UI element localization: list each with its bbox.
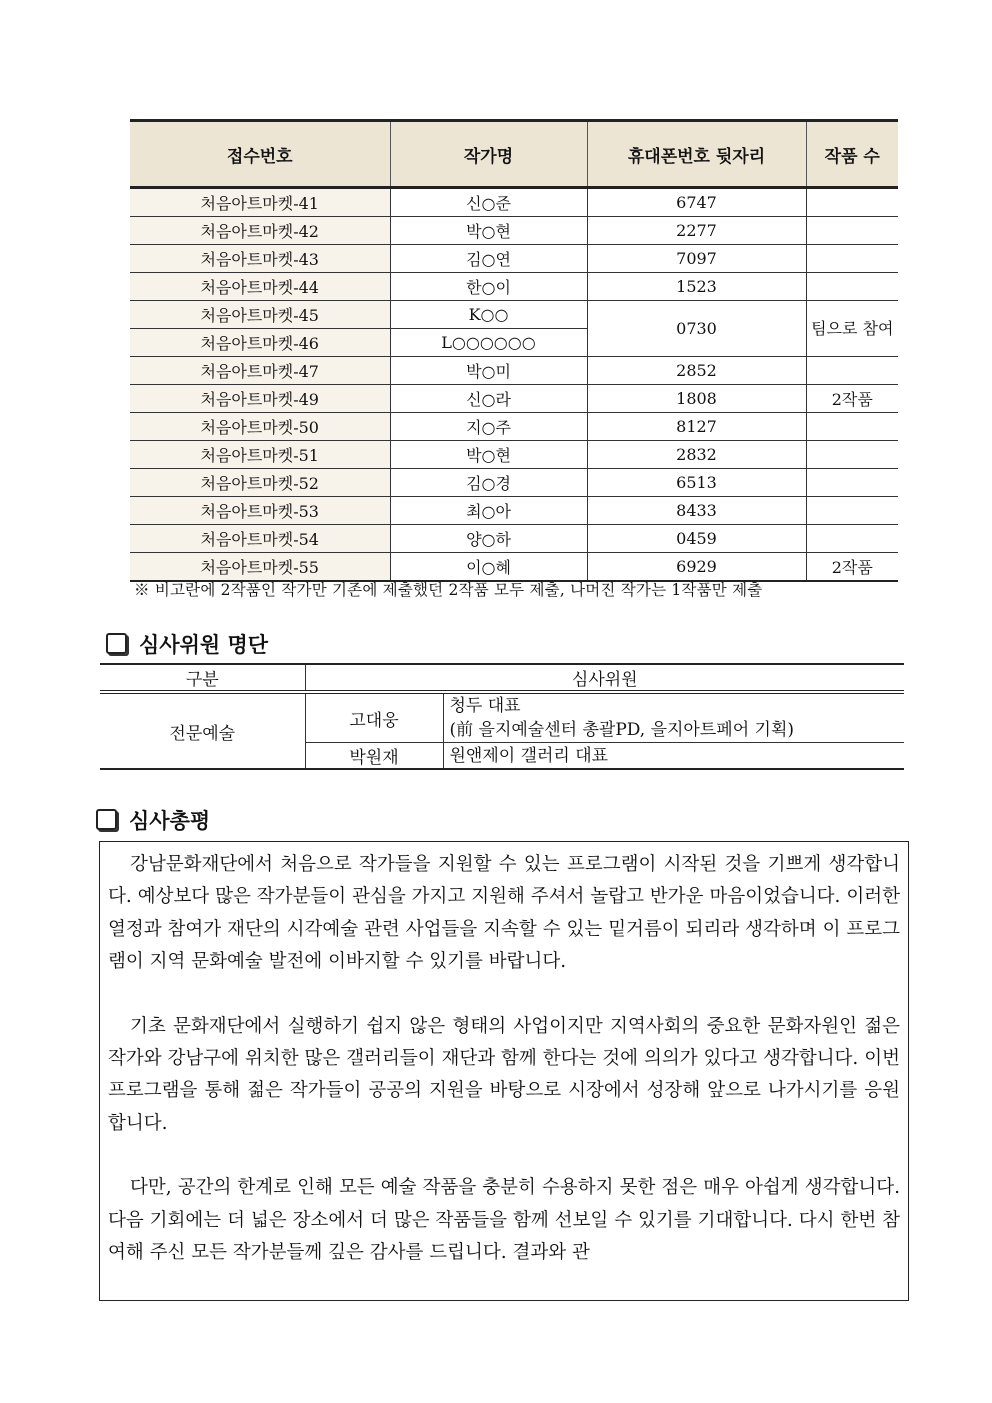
receipt-number: 처음아트마켓-54 xyxy=(130,525,390,553)
work-count xyxy=(806,245,898,273)
artist-name: 최○아 xyxy=(390,497,587,525)
receipt-number: 처음아트마켓-42 xyxy=(130,217,390,245)
receipt-number: 처음아트마켓-55 xyxy=(130,553,390,582)
receipt-number: 처음아트마켓-50 xyxy=(130,413,390,441)
table-header-row xyxy=(130,121,898,188)
artist-name: 박○현 xyxy=(390,441,587,469)
receipt-number: 처음아트마켓-43 xyxy=(130,245,390,273)
work-count xyxy=(806,525,898,553)
review-paragraph: 기초 문화재단에서 실행하기 쉽지 않은 형태의 사업이지만 지역사회의 중요한 문화자원인 젊은 작가와 강남구에 위치한 많은 갤러리들이 재단과 함께 한다는 것에 의의가 있다고 생각합니다. 이번 프로그램을 통해 젊은 작가들이 공공의 지원을 바탕으로 시장에서 성장해 앞으로 나가시기를 응원합니다. xyxy=(108,1015,900,1134)
receipt-number: 처음아트마켓-49 xyxy=(130,385,390,413)
artist-name: 김○연 xyxy=(390,245,587,273)
judge-description-line: (前 을지예술센터 총괄PD, 을지아트페어 기획) xyxy=(449,720,794,740)
header-phone-last-digits: 휴대폰번호 뒷자리 xyxy=(587,121,806,188)
table-row xyxy=(130,553,898,582)
table-footnote: ※ 비고란에 2작품인 작가만 기존에 제출했던 2작품 모두 제출, 나머진 작가는 1작품만 제출 xyxy=(134,581,763,599)
table-row xyxy=(130,413,898,441)
artist-name: 신○준 xyxy=(390,188,587,217)
phone-digits: 2277 xyxy=(587,217,806,245)
judge-name: 박원재 xyxy=(305,743,443,770)
work-count xyxy=(806,217,898,245)
judge-description xyxy=(443,692,904,743)
applicants-table xyxy=(130,119,898,582)
phone-digits: 2852 xyxy=(587,357,806,385)
artist-name: L○○○○○○ xyxy=(390,329,587,357)
artist-name: 신○라 xyxy=(390,385,587,413)
artist-name: 양○하 xyxy=(390,525,587,553)
judge-category: 전문예술 xyxy=(100,692,305,769)
phone-digits: 1808 xyxy=(587,385,806,413)
header-work-count: 작품 수 xyxy=(806,121,898,188)
table-row xyxy=(130,441,898,469)
checkbox-square-icon xyxy=(96,809,117,830)
receipt-number: 처음아트마켓-53 xyxy=(130,497,390,525)
work-count-team-note: 팀으로 참여 xyxy=(806,301,898,357)
review-section-title: 심사총평 xyxy=(129,808,211,833)
review-paragraph: 강남문화재단에서 처음으로 작가들을 지원할 수 있는 프로그램이 시작된 것을 기쁘게 생각합니다. 예상보다 많은 작가분들이 관심을 가지고 지원해 주셔서 놀랍고 반가운 마음이었습니다. 이러한 열정과 참여가 재단의 시각예술 관련 사업들을 지속할 수 있는 밑거름이 되리라 생각하며 이 프로그램이 지역 문화예술 발전에 이바지할 수 있기를 바랍니다. xyxy=(108,854,900,973)
header-category: 구분 xyxy=(100,664,305,692)
work-count: 2작품 xyxy=(806,553,898,582)
receipt-number: 처음아트마켓-45 xyxy=(130,301,390,329)
artist-name: 지○주 xyxy=(390,413,587,441)
work-count xyxy=(806,441,898,469)
artist-name: 박○미 xyxy=(390,357,587,385)
judges-table xyxy=(100,663,904,770)
review-text-box xyxy=(99,841,909,1301)
work-count xyxy=(806,188,898,217)
phone-digits: 2832 xyxy=(587,441,806,469)
judge-name: 고대웅 xyxy=(305,692,443,743)
table-row xyxy=(130,188,898,217)
work-count: 2작품 xyxy=(806,385,898,413)
receipt-number: 처음아트마켓-47 xyxy=(130,357,390,385)
artist-name: 박○현 xyxy=(390,217,587,245)
work-count xyxy=(806,357,898,385)
table-row xyxy=(130,245,898,273)
table-row xyxy=(130,497,898,525)
header-artist-name: 작가명 xyxy=(390,121,587,188)
table-row xyxy=(130,385,898,413)
phone-digits: 7097 xyxy=(587,245,806,273)
work-count xyxy=(806,413,898,441)
artist-name: 이○혜 xyxy=(390,553,587,582)
table-row xyxy=(130,469,898,497)
artist-name: K○○ xyxy=(390,301,587,329)
artist-name: 김○경 xyxy=(390,469,587,497)
artist-name: 한○이 xyxy=(390,273,587,301)
receipt-number: 처음아트마켓-52 xyxy=(130,469,390,497)
phone-digits: 6747 xyxy=(587,188,806,217)
header-receipt-number: 접수번호 xyxy=(130,121,390,188)
table-row xyxy=(130,525,898,553)
judge-description-line: 청두 대표 xyxy=(449,696,521,716)
header-judges: 심사위원 xyxy=(305,664,904,692)
phone-digits: 8127 xyxy=(587,413,806,441)
table-row xyxy=(130,357,898,385)
judges-section-heading xyxy=(106,629,268,659)
receipt-number: 처음아트마켓-46 xyxy=(130,329,390,357)
receipt-number: 처음아트마켓-51 xyxy=(130,441,390,469)
work-count xyxy=(806,273,898,301)
receipt-number: 처음아트마켓-44 xyxy=(130,273,390,301)
table-header-row xyxy=(100,664,904,692)
table-row xyxy=(130,273,898,301)
phone-digits: 6929 xyxy=(587,553,806,582)
table-row xyxy=(130,301,898,329)
work-count xyxy=(806,497,898,525)
checkbox-square-icon xyxy=(106,633,127,654)
table-row xyxy=(130,217,898,245)
judges-section-title: 심사위원 명단 xyxy=(139,632,269,657)
table-row xyxy=(100,692,904,743)
phone-digits: 1523 xyxy=(587,273,806,301)
receipt-number: 처음아트마켓-41 xyxy=(130,188,390,217)
phone-digits: 6513 xyxy=(587,469,806,497)
phone-digits: 0730 xyxy=(587,301,806,357)
work-count xyxy=(806,469,898,497)
phone-digits: 0459 xyxy=(587,525,806,553)
judge-description: 원앤제이 갤러리 대표 xyxy=(443,743,904,770)
review-section-heading xyxy=(96,805,210,835)
review-paragraph: 다만, 공간의 한계로 인해 모든 예술 작품을 충분히 수용하지 못한 점은 매우 아쉽게 생각합니다. 다음 기회에는 더 넓은 장소에서 더 많은 작품들을 함께 선보일 수 있기를 기대합니다. 다시 한번 참여해 주신 모든 작가분들께 깊은 감사를 드립니다. 결과와 관 xyxy=(108,1177,900,1264)
phone-digits: 8433 xyxy=(587,497,806,525)
